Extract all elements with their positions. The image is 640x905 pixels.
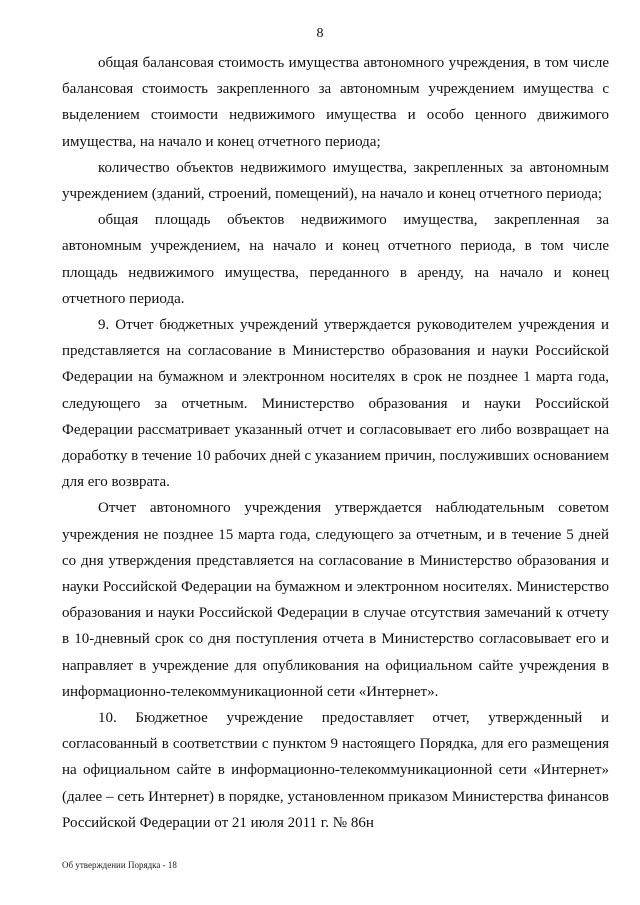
paragraph-item-10: 10. Бюджетное учреждение предоставляет отчет, утвержденный и согласованный в соответствии с пунктом 9 настоящего Порядка, для его размещения на официальном сайте в информационно-телекоммуникационной сети «Интернет» (далее – сеть Интернет) в порядке, установленном приказом Министерства финансов Российской Федерации от 21 июля 2011 г. № 86н — [62, 710, 609, 831]
page-number: 8 — [316, 26, 324, 41]
paragraph-balance-value: общая балансовая стоимость имущества автономного учреждения, в том числе балансовая стоимость закрепленного за автономным учреждением имущества с выделением стоимости недвижимого имущества и особо ценного движимого имущества, на начало и конец отчетного периода; — [62, 55, 609, 150]
paragraph-item-9: 9. Отчет бюджетных учреждений утверждается руководителем учреждения и представляется на согласование в Министерство образования и науки Российской Федерации на бумажном и электронном носителях в срок не позднее 1 марта года, следующего за отчетным. Министерство образования и науки Российской Федерации рассматривает указанный отчет и согласовывает его либо возвращает на доработку в течение 10 рабочих дней с указанием причин, послуживших основанием для его возврата. — [62, 317, 609, 491]
paragraph-autonomous-report: Отчет автономного учреждения утверждается наблюдательным советом учреждения не позднее 15 марта года, следующего за отчетным, и в течение 5 дней со дня утверждения представляется на согласование в Министерство образования и науки Российской Федерации на бумажном и электронном носителях. Министерство образования и науки Российской Федерации в случае отсутствия замечаний к отчету в 10-дневный срок со дня поступления отчета в Министерство согласовывает его и направляет в учреждение для опубликования на официальном сайте учреждения в информационно-телекоммуникационной сети «Интернет». — [62, 500, 609, 700]
document-body — [62, 50, 609, 836]
paragraph-total-area: общая площадь объектов недвижимого имущества, закрепленная за автономным учреждением, на начало и конец отчетного периода, в том числе площадь недвижимого имущества, переданного в аренду, на начало и конец отчетного периода. — [62, 212, 609, 307]
paragraph-real-estate-count: количество объектов недвижимого имущества, закрепленных за автономным учреждением (зданий, строений, помещений), на начало и конец отчетного периода; — [62, 159, 609, 203]
page-footer: Об утверждении Порядка - 18 — [62, 860, 177, 870]
